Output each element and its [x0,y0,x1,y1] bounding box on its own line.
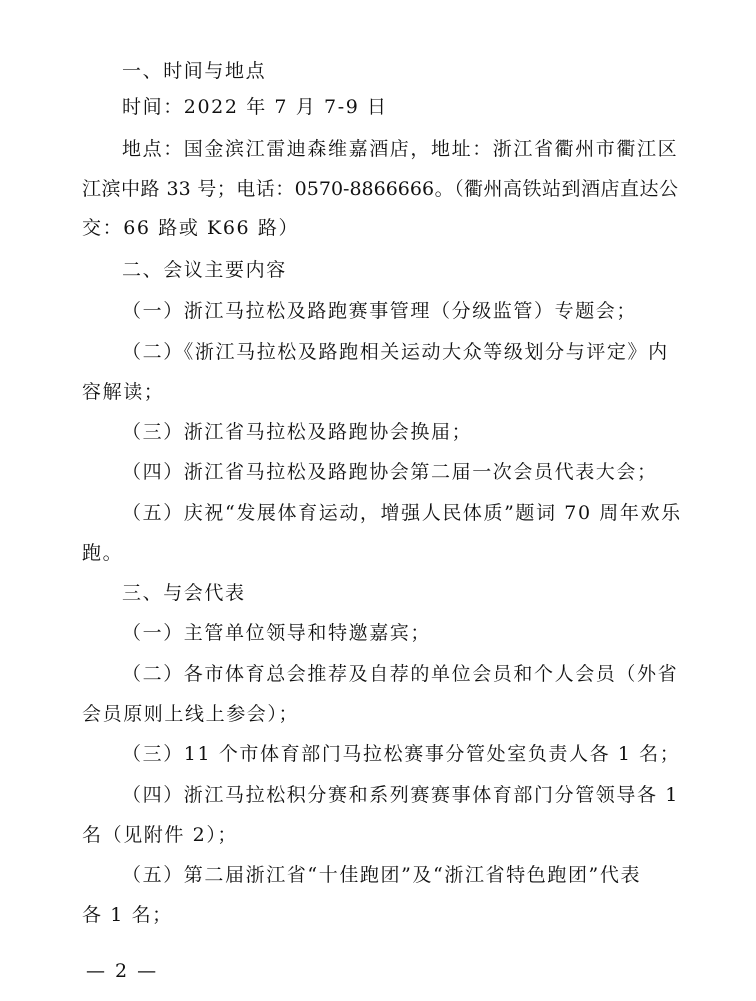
content-item-5-continued: 跑。 [82,542,124,564]
section-heading-content: 二、会议主要内容 [122,259,287,281]
section-heading-time-place: 一、时间与地点 [122,60,267,82]
location-line-continued: 江滨中路 33 号；电话：0570-8866666。（衢州高铁站到酒店直达公 [82,178,678,200]
attendee-item-4: （四）浙江马拉松积分赛和系列赛赛事体育部门分管领导各 1 [122,784,679,806]
section-heading-attendees: 三、与会代表 [122,582,246,604]
content-item-5: （五）庆祝“发展体育运动，增强人民体质”题词 70 周年欢乐 [122,502,682,524]
attendee-item-1: （一）主管单位领导和特邀嘉宾； [122,622,432,644]
time-line: 时间：2022 年 7 月 7-9 日 [122,96,388,118]
bus-info-line: 交：66 路或 K66 路） [82,217,300,239]
content-item-4: （四）浙江省马拉松及路跑协会第二届一次会员代表大会； [122,461,658,483]
content-item-2: （二）《浙江马拉松及路跑相关运动大众等级划分与评定》内 [122,341,669,363]
page-number: — 2 — [86,960,159,982]
attendee-item-2-continued: 会员原则上线上参会）； [82,703,300,725]
attendee-item-4-continued: 名（见附件 2）； [82,824,239,846]
content-item-3: （三）浙江省马拉松及路跑协会换届； [122,421,473,443]
attendee-item-5: （五）第二届浙江省“十佳跑团”及“浙江省特色跑团”代表 [122,864,642,886]
attendee-item-5-continued: 各 1 名； [82,904,173,926]
attendee-item-3: （三）11 个市体育部门马拉松赛事分管处室负责人各 1 名； [122,743,681,765]
content-item-2-continued: 容解读； [82,381,165,403]
attendee-item-2: （二）各市体育总会推荐及自荐的单位会员和个人会员（外省 [122,663,679,685]
location-line: 地点：国金滨江雷迪森维嘉酒店，地址：浙江省衢州市衢江区 [122,138,679,160]
content-item-1: （一）浙江马拉松及路跑赛事管理（分级监管）专题会； [122,300,638,322]
